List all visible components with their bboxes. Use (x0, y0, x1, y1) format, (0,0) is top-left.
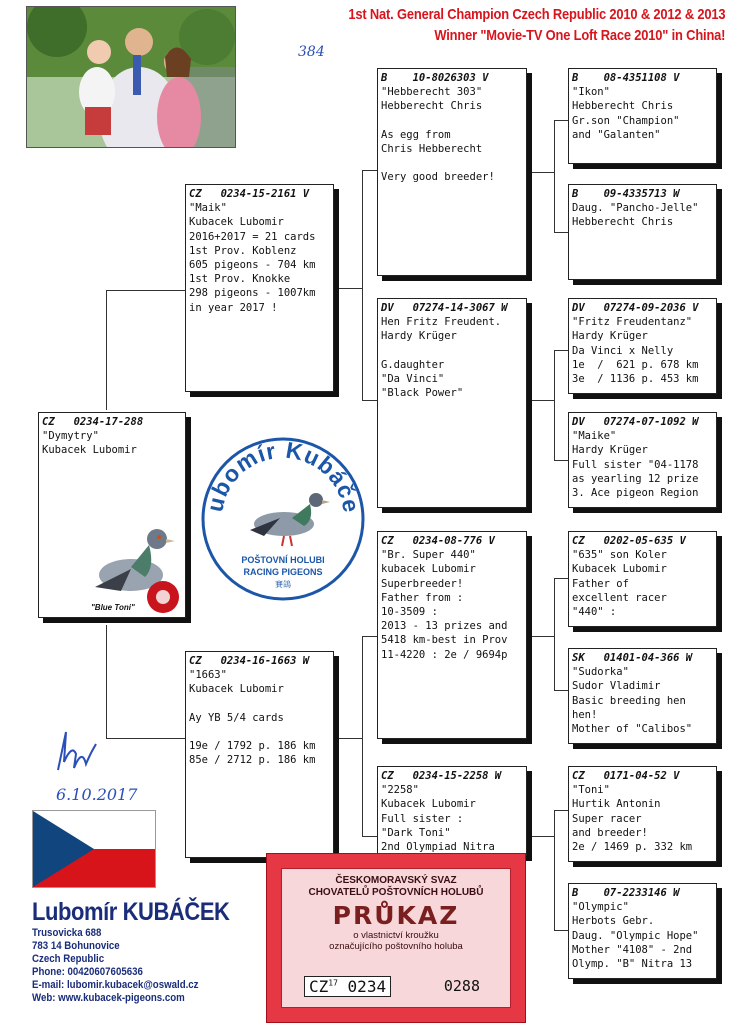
contact-block (32, 898, 256, 1005)
pedigree-text-line: 298 pigeons - 1007km (189, 287, 316, 300)
pedigree-text-line: Hebberecht Chris (381, 100, 483, 113)
email: E-mail: lubomir.kubacek@oswald.cz (32, 979, 199, 991)
card-subtitle-1: o vlastnictví kroužku (353, 930, 439, 941)
ring-number: CZ 0171-04-52 V (572, 770, 680, 782)
connector (106, 738, 186, 739)
pedigree-text-line: Gr.son "Champion" (572, 114, 680, 127)
pigeon-illustration (91, 517, 183, 613)
card-org-line-1: ČESKOMORAVSKÝ SVAZ (335, 875, 457, 886)
pedigree-text-line (381, 344, 523, 358)
ring-number: CZ 0234-15-2258 W (381, 770, 502, 782)
card-ring-prefix: CZ (309, 977, 329, 996)
pedigree-text-line: Super racer (572, 812, 642, 825)
connector (362, 836, 378, 837)
page-number: 384 (298, 44, 325, 60)
pedigree-text-line: "Dark Toni" (381, 826, 451, 839)
pedigree-box-sss (568, 68, 717, 164)
ring-number: DV 07274-09-2036 V (572, 302, 699, 314)
connector (528, 172, 554, 173)
family-photo (26, 6, 236, 148)
pedigree-text-line: Hen Fritz Freudent. (381, 316, 502, 329)
pedigree-text-line: "Ikon" (572, 86, 610, 99)
connector (528, 836, 554, 837)
pedigree-box-sds (568, 298, 717, 394)
pedigree-text-line: Olymp. "B" Nitra 13 (572, 958, 693, 971)
pedigree-text-line: "Dymytry" (42, 430, 99, 443)
pedigree-text-line: Mother "4108" - 2nd (572, 943, 693, 956)
card-ring-number (304, 976, 391, 997)
pedigree-box-dam-dam (377, 766, 527, 856)
pedigree-text-line: "Br. Super 440" (381, 549, 476, 562)
pedigree-text-line (189, 697, 330, 711)
pedigree-box-sire-dam (377, 298, 527, 508)
pedigree-text-line: "Maik" (189, 202, 227, 215)
pedigree-text-line: Kubacek Lubomir (189, 216, 284, 229)
pedigree-text-line: as yearling 12 prize (572, 472, 699, 485)
logo-seal: 賽鴿 (275, 580, 291, 589)
pedigree-text-line: Daug. "Olympic Hope" (572, 929, 699, 942)
pedigree-text-line: and breeder! (572, 826, 648, 839)
pedigree-text-line: Father from : (381, 591, 464, 604)
pedigree-text-line: Kubacek Lubomir (572, 563, 667, 576)
pedigree-text-line: kubacek Lubomir (381, 563, 476, 576)
pedigree-text-line: in year 2017 ! (189, 301, 278, 314)
phone: Phone: 00420607605636 (32, 966, 143, 978)
pedigree-text-line: Full sister "04-1178 (572, 458, 699, 471)
connector (334, 738, 362, 739)
pedigree-text-line: Kubacek Lubomir (189, 683, 284, 696)
header-title-line-2: Winner "Movie-TV One Loft Race 2010" in China! (434, 27, 725, 44)
pedigree-text-line: "Hebberecht 303" (381, 86, 483, 99)
connector (554, 578, 555, 690)
connector (106, 625, 107, 738)
pedigree-text-line: 1st Prov. Koblenz (189, 244, 297, 257)
pedigree-text-line: "Black Power" (381, 387, 464, 400)
website: Web: www.kubacek-pigeons.com (32, 992, 185, 1004)
pedigree-text-line: 3e / 1136 p. 453 km (572, 373, 699, 386)
pedigree-text-line: excellent racer (572, 591, 667, 604)
ring-number: B 08-4351108 V (572, 72, 680, 84)
pedigree-box-dam-sire (377, 531, 527, 739)
pedigree-text-line: Kubacek Lubomir (42, 444, 137, 457)
ring-number: CZ 0234-15-2161 V (189, 188, 310, 200)
pedigree-text-line: 19e / 1792 p. 186 km (189, 740, 316, 753)
pedigree-text-line: Hebberecht Chris (572, 100, 674, 113)
logo-name: ubomír Kubáče (201, 436, 365, 516)
pedigree-text-line: As egg from (381, 128, 451, 141)
ownership-card (266, 853, 526, 1023)
pedigree-box-dss (568, 531, 717, 627)
pedigree-text-line: Herbots Gebr. (572, 915, 655, 928)
pedigree-text-line: Basic breeding hen (572, 694, 686, 707)
connector (554, 120, 555, 232)
ring-number: CZ 0234-08-776 V (381, 535, 495, 547)
breeder-logo (200, 436, 366, 602)
card-org-line-2: CHOVATELŮ POŠTOVNÍCH HOLUBŮ (308, 887, 484, 898)
connector (362, 636, 378, 637)
pedigree-text-line: 85e / 2712 p. 186 km (189, 754, 316, 767)
pedigree-text-line: Daug. "Pancho-Jelle" (572, 202, 699, 215)
pedigree-text-line: Hebberecht Chris (572, 216, 674, 229)
pedigree-text-line: 2nd Olympiad Nitra (381, 841, 495, 854)
pedigree-text-line: "Olympic" (572, 901, 629, 914)
pedigree-text-line (381, 156, 523, 170)
pedigree-text-line: 2013 - 13 prizes and (381, 620, 508, 633)
pedigree-text-line: "Maike" (572, 430, 617, 443)
pedigree-box-ssd (568, 184, 717, 280)
connector (362, 170, 363, 400)
pedigree-text-line: "1663" (189, 669, 227, 682)
pedigree-text-line: 3. Ace pigeon Region (572, 487, 699, 500)
connector (528, 636, 554, 637)
card-title: PRŮKAZ (332, 901, 460, 930)
connector (106, 290, 186, 291)
pedigree-text-line: Sudor Vladimir (572, 680, 661, 693)
pedigree-box-main (38, 412, 186, 618)
pedigree-text-line: G.daughter (381, 358, 445, 371)
address-street: Trusovicka 688 (32, 927, 102, 939)
header-title-line-1: 1st Nat. General Champion Czech Republic 2010 & 2012 & 2013 (347, 6, 725, 23)
connector (362, 636, 363, 836)
address-country: Czech Republic (32, 953, 105, 965)
ring-number: CZ 0234-16-1663 W (189, 655, 310, 667)
pedigree-text-line: "Da Vinci" (381, 373, 445, 386)
photo-caption: "Blue Toni" (91, 603, 135, 612)
address-city: 783 14 Bohunovice (32, 940, 120, 952)
connector (528, 400, 554, 401)
pedigree-box-sire-sire (377, 68, 527, 276)
handwritten-signature (52, 724, 100, 776)
pedigree-text-line: Father of (572, 577, 629, 590)
pedigree-text-line (381, 114, 523, 128)
card-ring-num: 0234 (347, 977, 387, 996)
connector (334, 288, 362, 289)
pedigree-box-ddd (568, 883, 717, 979)
logo-tagline-2: RACING PIGEONS (243, 567, 323, 577)
pedigree-text-line: 1st Prov. Knokke (189, 273, 291, 286)
pedigree-text-line: 10-3509 : (381, 606, 438, 619)
ring-number: B 10-8026303 V (381, 72, 489, 84)
pedigree-text-line: 605 pigeons - 704 km (189, 259, 316, 272)
pedigree-text-line: "440" : (572, 606, 617, 619)
pedigree-text-line: Full sister : (381, 812, 464, 825)
pedigree-text-line: 1e / 621 p. 678 km (572, 358, 699, 371)
pedigree-box-dds (568, 766, 717, 862)
pedigree-text-line: "Toni" (572, 784, 610, 797)
pedigree-text-line: Hardy Krüger (572, 444, 648, 457)
czech-flag (32, 810, 156, 888)
connector (362, 400, 378, 401)
card-serial: 0288 (443, 977, 480, 995)
card-ring-year: 17 (328, 978, 338, 988)
pedigree-box-sire (185, 184, 334, 392)
pedigree-text-line (189, 725, 330, 739)
pedigree-text-line: "Fritz Freudentanz" (572, 316, 693, 329)
pedigree-text-line: Da Vinci x Nelly (572, 344, 674, 357)
ring-number: DV 07274-14-3067 W (381, 302, 508, 314)
logo-tagline-1: POŠTOVNÍ HOLUBI (241, 555, 325, 565)
breeder-name: Lubomír KUBÁČEK (32, 898, 230, 926)
ring-number: B 07-2233146 W (572, 887, 680, 899)
pedigree-text-line: "2258" (381, 784, 419, 797)
ring-number: SK 01401-04-366 W (572, 652, 693, 664)
ring-number: B 09-4335713 W (572, 188, 680, 200)
connector (106, 290, 107, 410)
ring-number: CZ 0234-17-288 (42, 416, 144, 428)
pedigree-text-line: hen! (572, 708, 598, 721)
pedigree-text-line: "Sudorka" (572, 666, 629, 679)
pedigree-text-line: 11-4220 : 2e / 9694p (381, 648, 508, 661)
pedigree-text-line: and "Galanten" (572, 128, 661, 141)
pedigree-text-line: Superbreeder! (381, 577, 464, 590)
pedigree-text-line: 2e / 1469 p. 332 km (572, 841, 693, 854)
card-subtitle-2: označujícího poštovního holuba (329, 941, 463, 952)
pedigree-text-line: 2016+2017 = 21 cards (189, 230, 316, 243)
connector (554, 810, 555, 930)
pedigree-text-line: 5418 km-best in Prov (381, 634, 508, 647)
ring-number: CZ 0202-05-635 V (572, 535, 686, 547)
pedigree-text-line: Kubacek Lubomir (381, 798, 476, 811)
pedigree-box-dam (185, 651, 334, 858)
pedigree-text-line: Mother of "Calibos" (572, 723, 693, 736)
pedigree-box-dsd (568, 648, 717, 744)
pedigree-text-line: "635" son Koler (572, 549, 667, 562)
connector (554, 350, 555, 460)
connector (362, 170, 378, 171)
pedigree-text-line: Hardy Krüger (572, 330, 648, 343)
pedigree-text-line: Hurtik Antonin (572, 798, 661, 811)
pedigree-text-line: Very good breeder! (381, 171, 495, 184)
ring-number: DV 07274-07-1092 W (572, 416, 699, 428)
pedigree-box-sdd (568, 412, 717, 508)
pedigree-text-line: Chris Hebberecht (381, 143, 483, 156)
pedigree-text-line: Hardy Krüger (381, 330, 457, 343)
handwritten-date: 6.10.2017 (56, 785, 138, 804)
pedigree-text-line: Ay YB 5/4 cards (189, 711, 284, 724)
